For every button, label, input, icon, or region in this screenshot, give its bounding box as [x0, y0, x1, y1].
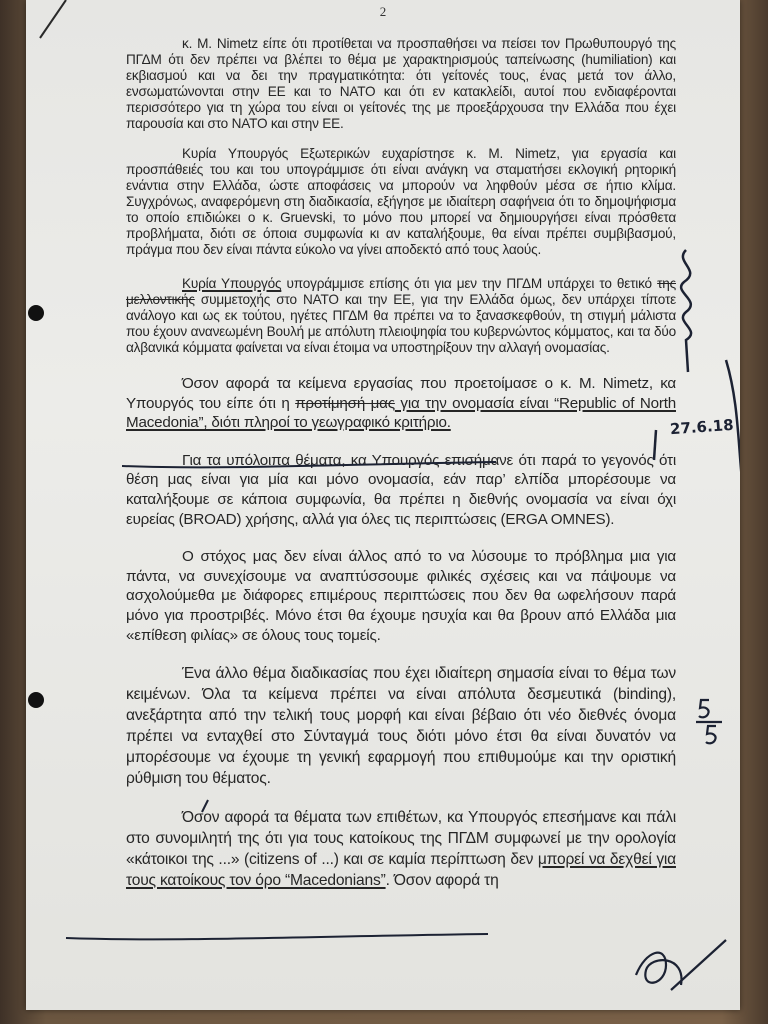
paragraph-4-struck: προτίμησή μας	[295, 394, 395, 412]
paragraph-5: Για τα υπόλοιπα θέματα, κα Υπουργός επισήμανε ότι παρά το γεγονός ότι θέση μας είναι για μία και μόνο ονομασία, εάν παρ’ ελπίδα μπορέσουμε να καταλήξουμε σε κάποια συμφωνία, θα πρέπει η διεθνής ονομασία να είναι όχι ευρείας (BROAD) χρήσης, αλλά για όλες τις περιπτώσεις (ERGA OMNES).	[126, 451, 676, 528]
signature	[636, 940, 726, 990]
paragraph-8-text-a: Όσον αφορά τα θέματα των επιθέτων, κα Υπουργός επεσήμανε και πάλι στο συνομιλητή της ότι για τους κατοίκους της ΠΓΔΜ συμφωνεί με την ορολογία «κάτοικοι της ...» (citizens of ...) και σε καμία περίπτωση δεν	[126, 809, 676, 869]
margin-fraction-mark	[696, 700, 722, 743]
margin-date-note: 27.6.18	[669, 415, 735, 439]
paragraph-6: Ο στόχος μας δεν είναι άλλος από το να λύσουμε το πρόβλημα μια για πάντα, να συνεχίσουμε να αναπτύσσουμε φιλικές σχέσεις και να πάψουμε να ασχολούμεθα με διάφορες επιμέρους περιπτώσεις που δεν θα ωφελήσουν παρά μόνο για προστριβές. Μόνο έτσι θα έχουμε ησυχία και θα βρουν από Ελλάδα μια «επίθεση φιλίας» σε όλους τους τομείς.	[126, 548, 676, 644]
paragraph-3-struck: της μελλοντικής	[126, 276, 676, 307]
paragraph-4	[126, 374, 676, 433]
binder-hole-top	[28, 305, 44, 321]
paragraph-7: Ένα άλλο θέμα διαδικασίας που έχει ιδιαίτερη σημασία είναι το θέμα των κειμένων. Όλα τα κείμενα πρέπει να είναι απόλυτα δεσμευτικά (binding), ανεξάρτητα από την τελική τους μορφή και είναι βέβαιο ότι νέο διεθνές όνομα πρέπει να ενταχθεί στο Σύνταγμά τους διότι μόνο έτσι θα είναι δυνατόν να μπορέσουμε να έχουμε τη γενική εφαρμογή που επιθυμούμε και την οριστική ρύθμιση του θέματος.	[126, 665, 676, 788]
binder-hole-bottom	[28, 692, 44, 708]
document-body	[126, 36, 676, 909]
paragraph-3-text-a: υπογράμμισε επίσης ότι για μεν την ΠΓΔΜ υπάρχει το θετικό	[281, 276, 658, 291]
paragraph-4-text-a: Όσον αφορά τα κείμενα εργασίας που προετοίμασε ο κ. Μ. Nimetz, κα Υπουργός του είπε ότι η	[126, 375, 676, 412]
paragraph-8-text-b: . Όσον αφορά τη	[385, 872, 499, 890]
paragraph-3	[126, 276, 676, 356]
paragraph-3-underlined-lead: Κυρία Υπουργός	[182, 276, 282, 291]
margin-squiggle	[681, 250, 691, 372]
page-number: 2	[379, 4, 387, 19]
document-page	[26, 0, 740, 1010]
paragraph-8-underlined: μπορεί να δεχθεί για τους κατοίκους τον όρο “Macedonians”	[126, 851, 676, 890]
pen-underline-macedonians	[66, 934, 488, 939]
paragraph-3-text-b: συμμετοχής στο ΝΑΤΟ και την ΕΕ, για την Ελλάδα όμως, δεν υπάρχει τίποτε ανάλογο και ως εκ τούτου, ηγέτες ΠΓΔΜ θα πρέπει να το ξανασκεφθούν, τη στιγμή μάλιστα που έχουν ανανεωμένη Βουλή με απόλυτη πλειοψηφία του κυβερνώντος κόμματος, και τα δύο αλβανικά κόμματα φαίνεται να είναι έτοιμα να υποστηρίξουν την αλλαγή ονομασίας.	[126, 292, 676, 355]
paragraph-2: Κυρία Υπουργός Εξωτερικών ευχαρίστησε κ. Μ. Nimetz, για εργασία και προσπάθειές του και του υπογράμμισε ότι είναι ανάγκη να σταματήσει εκλογική ρητορική ενάντια στην Ελλάδα, ώστε αποφάσεις να μπορούν να ληφθούν μέσα σε ήπιο κλίμα. Συγχρόνως, αναφερόμενη στη διαδικασία, εξήγησε με ιδιαίτερη σαφήνεια ότι το δημοψήφισμα το οποίο επιδιώκει ο κ. Gruevski, το μόνο που μπορεί να δημιουργήσει είναι πρόσθετα προβλήματα, διότι σε όποια συμφωνία κι αν καταλήξουμε, θα είναι πρέπει συμβιβασμού, πράγμα που δεν είναι πάντα εύκολο να γίνει αποδεκτό από τους λαούς.	[126, 146, 676, 257]
paragraph-8	[126, 807, 676, 891]
paragraph-1: κ. Μ. Nimetz είπε ότι προτίθεται να προσπαθήσει να πείσει τον Πρωθυπουργό της ΠΓΔΜ ότι δεν πρέπει να βλέπει το θέμα με χαρακτηρισμούς ταπείνωσης (humiliation) και εκβιασμού και να δει την πραγματικότητα: ότι γείτονές τους, ένας μετά τον άλλο, ενσωματώνονται στην ΕΕ και το ΝΑΤΟ και ότι εν κατακλείδι, αυτοί που ενδιαφέρονται περισσότερο για τη χώρα του είναι οι γείτονές της με προεξάρχουσα την Ελλάδα που έχει παρουσία και στο ΝΑΤΟ και στην ΕΕ.	[126, 36, 676, 131]
paragraph-4-underlined: για την ονομασία είναι “Republic of North Macedonia”, διότι πληροί το γεωγραφικό κριτήριο.	[126, 394, 676, 432]
